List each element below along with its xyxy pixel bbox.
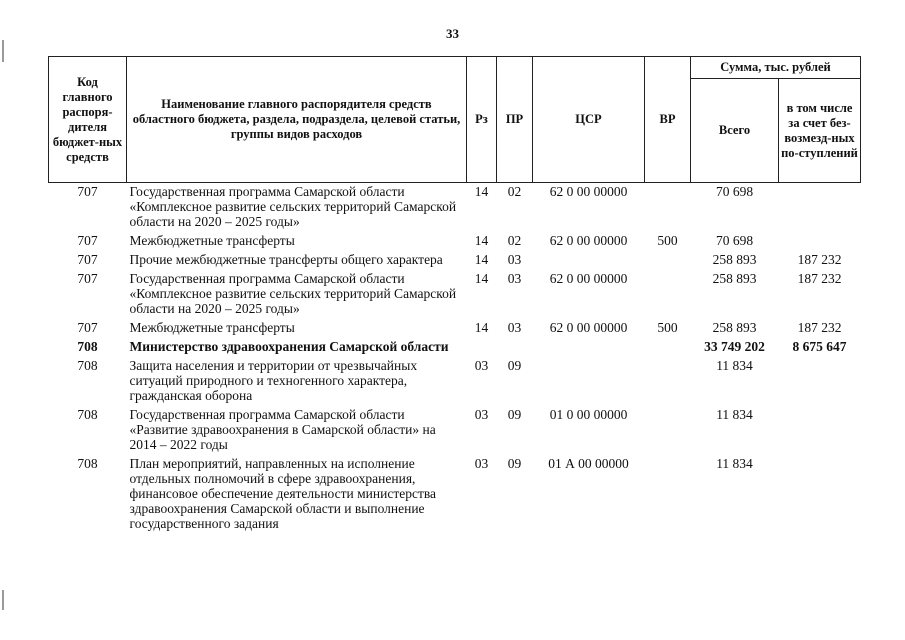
cell-bezv: 8 675 647 [792,339,847,354]
budget-table [48,56,861,534]
cell-bezv [779,357,861,406]
cell-name: Межбюджетные трансферты [129,233,295,248]
cell-vr: 500 [657,320,678,335]
cell-pr: 09 [507,456,522,471]
cell-kod: 707 [77,320,98,335]
cell-kod: 708 [77,456,98,471]
table-row [49,270,861,319]
table-row [49,319,861,338]
header-vsego: Всего [691,79,779,183]
table-row [49,338,861,357]
cell-csr: 62 0 00 00000 [549,233,628,248]
cell-vr [645,270,691,319]
cell-kod: 708 [77,358,98,373]
table-row [49,455,861,534]
cell-vsego: 11 834 [716,407,753,422]
cell-csr: 62 0 00 00000 [549,271,628,286]
cell-name: Государственная программа Самарской области «Развитие здравоохранения в Самарской области» на 2014 – 2022 годы [129,407,436,452]
cell-kod: 708 [77,407,98,422]
cell-vr [645,406,691,455]
cell-bezv [779,232,861,251]
cell-vr [645,357,691,406]
cell-pr: 02 [507,233,522,248]
scan-mark [2,40,4,62]
cell-bezv [779,406,861,455]
cell-vsego: 70 698 [715,233,754,248]
cell-csr: 62 0 00 00000 [549,184,628,199]
cell-pr: 09 [507,407,522,422]
cell-rz: 03 [474,456,489,471]
cell-vr [645,455,691,534]
cell-bezv [779,455,861,534]
cell-rz: 14 [474,252,489,267]
cell-bezv: 187 232 [797,252,842,267]
cell-rz: 14 [474,233,489,248]
cell-kod: 707 [77,252,98,267]
cell-vr [645,183,691,233]
cell-vsego: 258 893 [712,252,757,267]
table-row [49,357,861,406]
header-summa: Сумма, тыс. рублей [691,57,861,79]
cell-name: Межбюджетные трансферты [129,320,295,335]
header-vr: ВР [645,57,691,183]
cell-bezv: 187 232 [797,271,842,286]
cell-csr [533,251,645,270]
page-number: 33 [446,26,459,41]
cell-pr: 03 [507,320,522,335]
cell-vsego: 33 749 202 [704,339,765,354]
scan-mark [2,590,4,610]
header-bezv: в том числе за счет без-возмезд-ных по-ступлений [779,79,861,183]
table-row [49,406,861,455]
cell-bezv: 187 232 [797,320,842,335]
header-kod: Код главного распоря-дителя бюджет-ных средств [49,57,127,183]
cell-csr [533,338,645,357]
cell-pr: 09 [507,358,522,373]
cell-kod: 707 [77,271,98,286]
cell-name: Министерство здравоохранения Самарской области [129,339,449,354]
cell-rz: 03 [474,358,489,373]
cell-vr: 500 [657,233,678,248]
cell-kod: 707 [77,233,98,248]
cell-name: Государственная программа Самарской области «Комплексное развитие сельских территорий Самарской области на 2020 – 2025 годы» [129,271,457,316]
cell-vsego: 258 893 [712,271,757,286]
cell-csr [533,357,645,406]
cell-kod: 707 [77,184,98,199]
cell-pr: 03 [507,252,522,267]
table-body [49,183,861,535]
cell-rz [467,338,497,357]
header-csr: ЦСР [533,57,645,183]
cell-rz: 14 [474,184,489,199]
header-name: Наименование главного распорядителя средств областного бюджета, раздела, подраздела, целевой статьи, группы видов расходов [127,57,467,183]
table-row [49,183,861,233]
cell-rz: 14 [474,320,489,335]
cell-pr [497,338,533,357]
cell-rz: 03 [474,407,489,422]
header-pr: ПР [497,57,533,183]
cell-pr: 03 [507,271,522,286]
header-rz: Рз [467,57,497,183]
cell-csr: 01 0 00 00000 [549,407,628,422]
cell-vsego: 258 893 [712,320,757,335]
cell-name: Защита населения и территории от чрезвычайных ситуаций природного и техногенного характера, гражданская оборона [129,358,418,403]
cell-name: Государственная программа Самарской области «Комплексное развитие сельских территорий Самарской области на 2020 – 2025 годы» [129,184,457,229]
cell-rz: 14 [474,271,489,286]
cell-vr [645,251,691,270]
cell-vsego: 11 834 [716,456,753,471]
cell-bezv [779,183,861,233]
cell-pr: 02 [507,184,522,199]
table-row [49,232,861,251]
cell-vr [645,338,691,357]
cell-kod: 708 [77,339,98,354]
cell-vsego: 11 834 [716,358,753,373]
cell-name: План мероприятий, направленных на исполнение отдельных полномочий в сфере здравоохранения, финансовое обеспечение деятельности министерства здравоохранения Самарской области и выполнение государственного задания [129,456,437,531]
table-row [49,251,861,270]
cell-vsego: 70 698 [715,184,754,199]
cell-name: Прочие межбюджетные трансферты общего характера [129,252,443,267]
cell-csr: 62 0 00 00000 [549,320,628,335]
cell-csr: 01 А 00 00000 [548,456,629,471]
